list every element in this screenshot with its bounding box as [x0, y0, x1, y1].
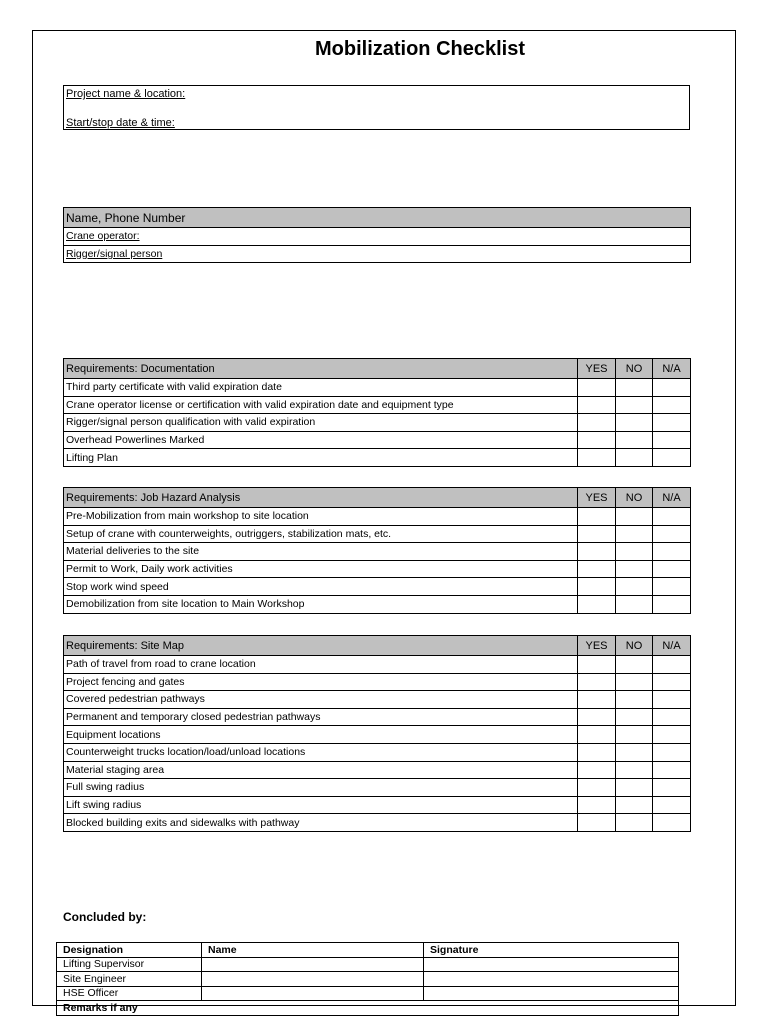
no-checkbox-cell[interactable]: [616, 449, 653, 467]
na-checkbox-cell[interactable]: [653, 431, 691, 449]
na-checkbox-cell[interactable]: [653, 578, 691, 596]
name-cell[interactable]: [202, 972, 424, 987]
no-checkbox-cell[interactable]: [616, 414, 653, 432]
checklist-row: [64, 525, 691, 543]
no-checkbox-cell[interactable]: [616, 673, 653, 691]
no-checkbox-cell[interactable]: [616, 796, 653, 814]
na-checkbox-cell[interactable]: [653, 796, 691, 814]
na-checkbox-cell[interactable]: [653, 508, 691, 526]
checklist-row: [64, 414, 691, 432]
documentation-table: [63, 358, 691, 467]
checklist-item-label: Counterweight trucks location/load/unload locations: [64, 743, 578, 761]
yes-checkbox-cell[interactable]: [578, 656, 616, 674]
checklist-row: [64, 761, 691, 779]
checklist-item-label: Demobilization from site location to Main Workshop: [64, 595, 578, 613]
signature-cell[interactable]: [424, 986, 679, 1001]
checklist-row: [64, 726, 691, 744]
no-checkbox-cell[interactable]: [616, 656, 653, 674]
checklist-row: [64, 431, 691, 449]
yes-checkbox-cell[interactable]: [578, 560, 616, 578]
contacts-header: Name, Phone Number: [64, 208, 691, 228]
na-column-header: N/A: [653, 488, 691, 508]
no-checkbox-cell[interactable]: [616, 814, 653, 832]
signature-cell[interactable]: [424, 957, 679, 972]
checklist-row: [64, 560, 691, 578]
na-checkbox-cell[interactable]: [653, 691, 691, 709]
na-checkbox-cell[interactable]: [653, 396, 691, 414]
na-checkbox-cell[interactable]: [653, 814, 691, 832]
checklist-item-label: Stop work wind speed: [64, 578, 578, 596]
checklist-item-label: Pre-Mobilization from main workshop to site location: [64, 508, 578, 526]
checklist-item-label: Lift swing radius: [64, 796, 578, 814]
start-stop-label: Start/stop date & time:: [66, 117, 175, 129]
na-checkbox-cell[interactable]: [653, 779, 691, 797]
no-checkbox-cell[interactable]: [616, 743, 653, 761]
checklist-item-label: Permanent and temporary closed pedestrian pathways: [64, 708, 578, 726]
checklist-item-label: Permit to Work, Daily work activities: [64, 560, 578, 578]
yes-checkbox-cell[interactable]: [578, 525, 616, 543]
yes-checkbox-cell[interactable]: [578, 796, 616, 814]
na-checkbox-cell[interactable]: [653, 543, 691, 561]
no-checkbox-cell[interactable]: [616, 726, 653, 744]
na-checkbox-cell[interactable]: [653, 379, 691, 397]
no-checkbox-cell[interactable]: [616, 431, 653, 449]
yes-column-header: YES: [578, 359, 616, 379]
no-checkbox-cell[interactable]: [616, 396, 653, 414]
checklist-item-label: Rigger/signal person qualification with valid expiration: [64, 414, 578, 432]
crane-operator-field[interactable]: Crane operator:: [64, 228, 691, 246]
no-checkbox-cell[interactable]: [616, 691, 653, 709]
rigger-field[interactable]: Rigger/signal person: [64, 245, 691, 263]
checklist-item-label: Overhead Powerlines Marked: [64, 431, 578, 449]
checklist-item-label: Covered pedestrian pathways: [64, 691, 578, 709]
section-header: Requirements: Site Map: [64, 636, 578, 656]
yes-checkbox-cell[interactable]: [578, 691, 616, 709]
checklist-row: [64, 396, 691, 414]
no-checkbox-cell[interactable]: [616, 525, 653, 543]
no-checkbox-cell[interactable]: [616, 761, 653, 779]
checklist-row: [64, 656, 691, 674]
checklist-row: [64, 673, 691, 691]
checklist-item-label: Project fencing and gates: [64, 673, 578, 691]
checklist-row: [64, 595, 691, 613]
na-checkbox-cell[interactable]: [653, 761, 691, 779]
checklist-item-label: Blocked building exits and sidewalks with pathway: [64, 814, 578, 832]
checklist-item-label: Lifting Plan: [64, 449, 578, 467]
no-checkbox-cell[interactable]: [616, 595, 653, 613]
no-checkbox-cell[interactable]: [616, 578, 653, 596]
no-checkbox-cell[interactable]: [616, 708, 653, 726]
name-cell[interactable]: [202, 957, 424, 972]
checklist-row: [64, 543, 691, 561]
no-checkbox-cell[interactable]: [616, 543, 653, 561]
yes-column-header: YES: [578, 488, 616, 508]
signature-table: [56, 942, 679, 1016]
checklist-row: [64, 449, 691, 467]
checklist-item-label: Material deliveries to the site: [64, 543, 578, 561]
yes-checkbox-cell[interactable]: [578, 414, 616, 432]
no-checkbox-cell[interactable]: [616, 379, 653, 397]
designation-header: Designation: [57, 943, 202, 958]
yes-checkbox-cell[interactable]: [578, 761, 616, 779]
checklist-item-label: Path of travel from road to crane location: [64, 656, 578, 674]
concluded-by-label: Concluded by:: [63, 910, 147, 924]
na-checkbox-cell[interactable]: [653, 743, 691, 761]
designation-site-engineer: Site Engineer: [57, 972, 202, 987]
checklist-row: [64, 508, 691, 526]
yes-checkbox-cell[interactable]: [578, 449, 616, 467]
yes-checkbox-cell[interactable]: [578, 578, 616, 596]
checklist-item-label: Full swing radius: [64, 779, 578, 797]
na-checkbox-cell[interactable]: [653, 414, 691, 432]
checklist-item-label: Setup of crane with counterweights, outriggers, stabilization mats, etc.: [64, 525, 578, 543]
checklist-row: [64, 708, 691, 726]
checklist-item-label: Crane operator license or certification with valid expiration date and equipment type: [64, 396, 578, 414]
yes-checkbox-cell[interactable]: [578, 743, 616, 761]
na-checkbox-cell[interactable]: [653, 560, 691, 578]
no-checkbox-cell[interactable]: [616, 560, 653, 578]
signature-header: Signature: [424, 943, 679, 958]
yes-checkbox-cell[interactable]: [578, 779, 616, 797]
project-name-label: Project name & location:: [66, 88, 186, 100]
na-checkbox-cell[interactable]: [653, 656, 691, 674]
checklist-item-label: Third party certificate with valid expiration date: [64, 379, 578, 397]
page-title: Mobilization Checklist: [314, 38, 526, 60]
na-column-header: N/A: [653, 636, 691, 656]
na-checkbox-cell[interactable]: [653, 449, 691, 467]
project-info-box: [63, 85, 690, 130]
yes-checkbox-cell[interactable]: [578, 508, 616, 526]
checklist-row: [64, 814, 691, 832]
yes-checkbox-cell[interactable]: [578, 379, 616, 397]
yes-checkbox-cell[interactable]: [578, 543, 616, 561]
na-column-header: N/A: [653, 359, 691, 379]
site-map-table: [63, 635, 691, 832]
checklist-row: [64, 578, 691, 596]
name-header: Name: [202, 943, 424, 958]
yes-checkbox-cell[interactable]: [578, 708, 616, 726]
yes-checkbox-cell[interactable]: [578, 396, 616, 414]
checklist-row: [64, 743, 691, 761]
yes-checkbox-cell[interactable]: [578, 673, 616, 691]
checklist-row: [64, 691, 691, 709]
no-checkbox-cell[interactable]: [616, 779, 653, 797]
no-column-header: NO: [616, 636, 653, 656]
checklist-row: [64, 779, 691, 797]
na-checkbox-cell[interactable]: [653, 708, 691, 726]
yes-checkbox-cell[interactable]: [578, 431, 616, 449]
checklist-item-label: Equipment locations: [64, 726, 578, 744]
checklist-row: [64, 796, 691, 814]
checklist-item-label: Material staging area: [64, 761, 578, 779]
checklist-row: [64, 379, 691, 397]
yes-checkbox-cell[interactable]: [578, 595, 616, 613]
no-column-header: NO: [616, 488, 653, 508]
job-hazard-analysis-table: [63, 487, 691, 614]
designation-lifting-supervisor: Lifting Supervisor: [57, 957, 202, 972]
section-header: Requirements: Documentation: [64, 359, 578, 379]
name-cell[interactable]: [202, 986, 424, 1001]
na-checkbox-cell[interactable]: [653, 525, 691, 543]
yes-checkbox-cell[interactable]: [578, 814, 616, 832]
no-checkbox-cell[interactable]: [616, 508, 653, 526]
designation-hse-officer: HSE Officer: [57, 986, 202, 1001]
section-header: Requirements: Job Hazard Analysis: [64, 488, 578, 508]
yes-checkbox-cell[interactable]: [578, 726, 616, 744]
remarks-field[interactable]: Remarks if any: [57, 1001, 679, 1016]
no-column-header: NO: [616, 359, 653, 379]
na-checkbox-cell[interactable]: [653, 595, 691, 613]
contacts-table: [63, 207, 691, 263]
yes-column-header: YES: [578, 636, 616, 656]
na-checkbox-cell[interactable]: [653, 673, 691, 691]
na-checkbox-cell[interactable]: [653, 726, 691, 744]
signature-cell[interactable]: [424, 972, 679, 987]
